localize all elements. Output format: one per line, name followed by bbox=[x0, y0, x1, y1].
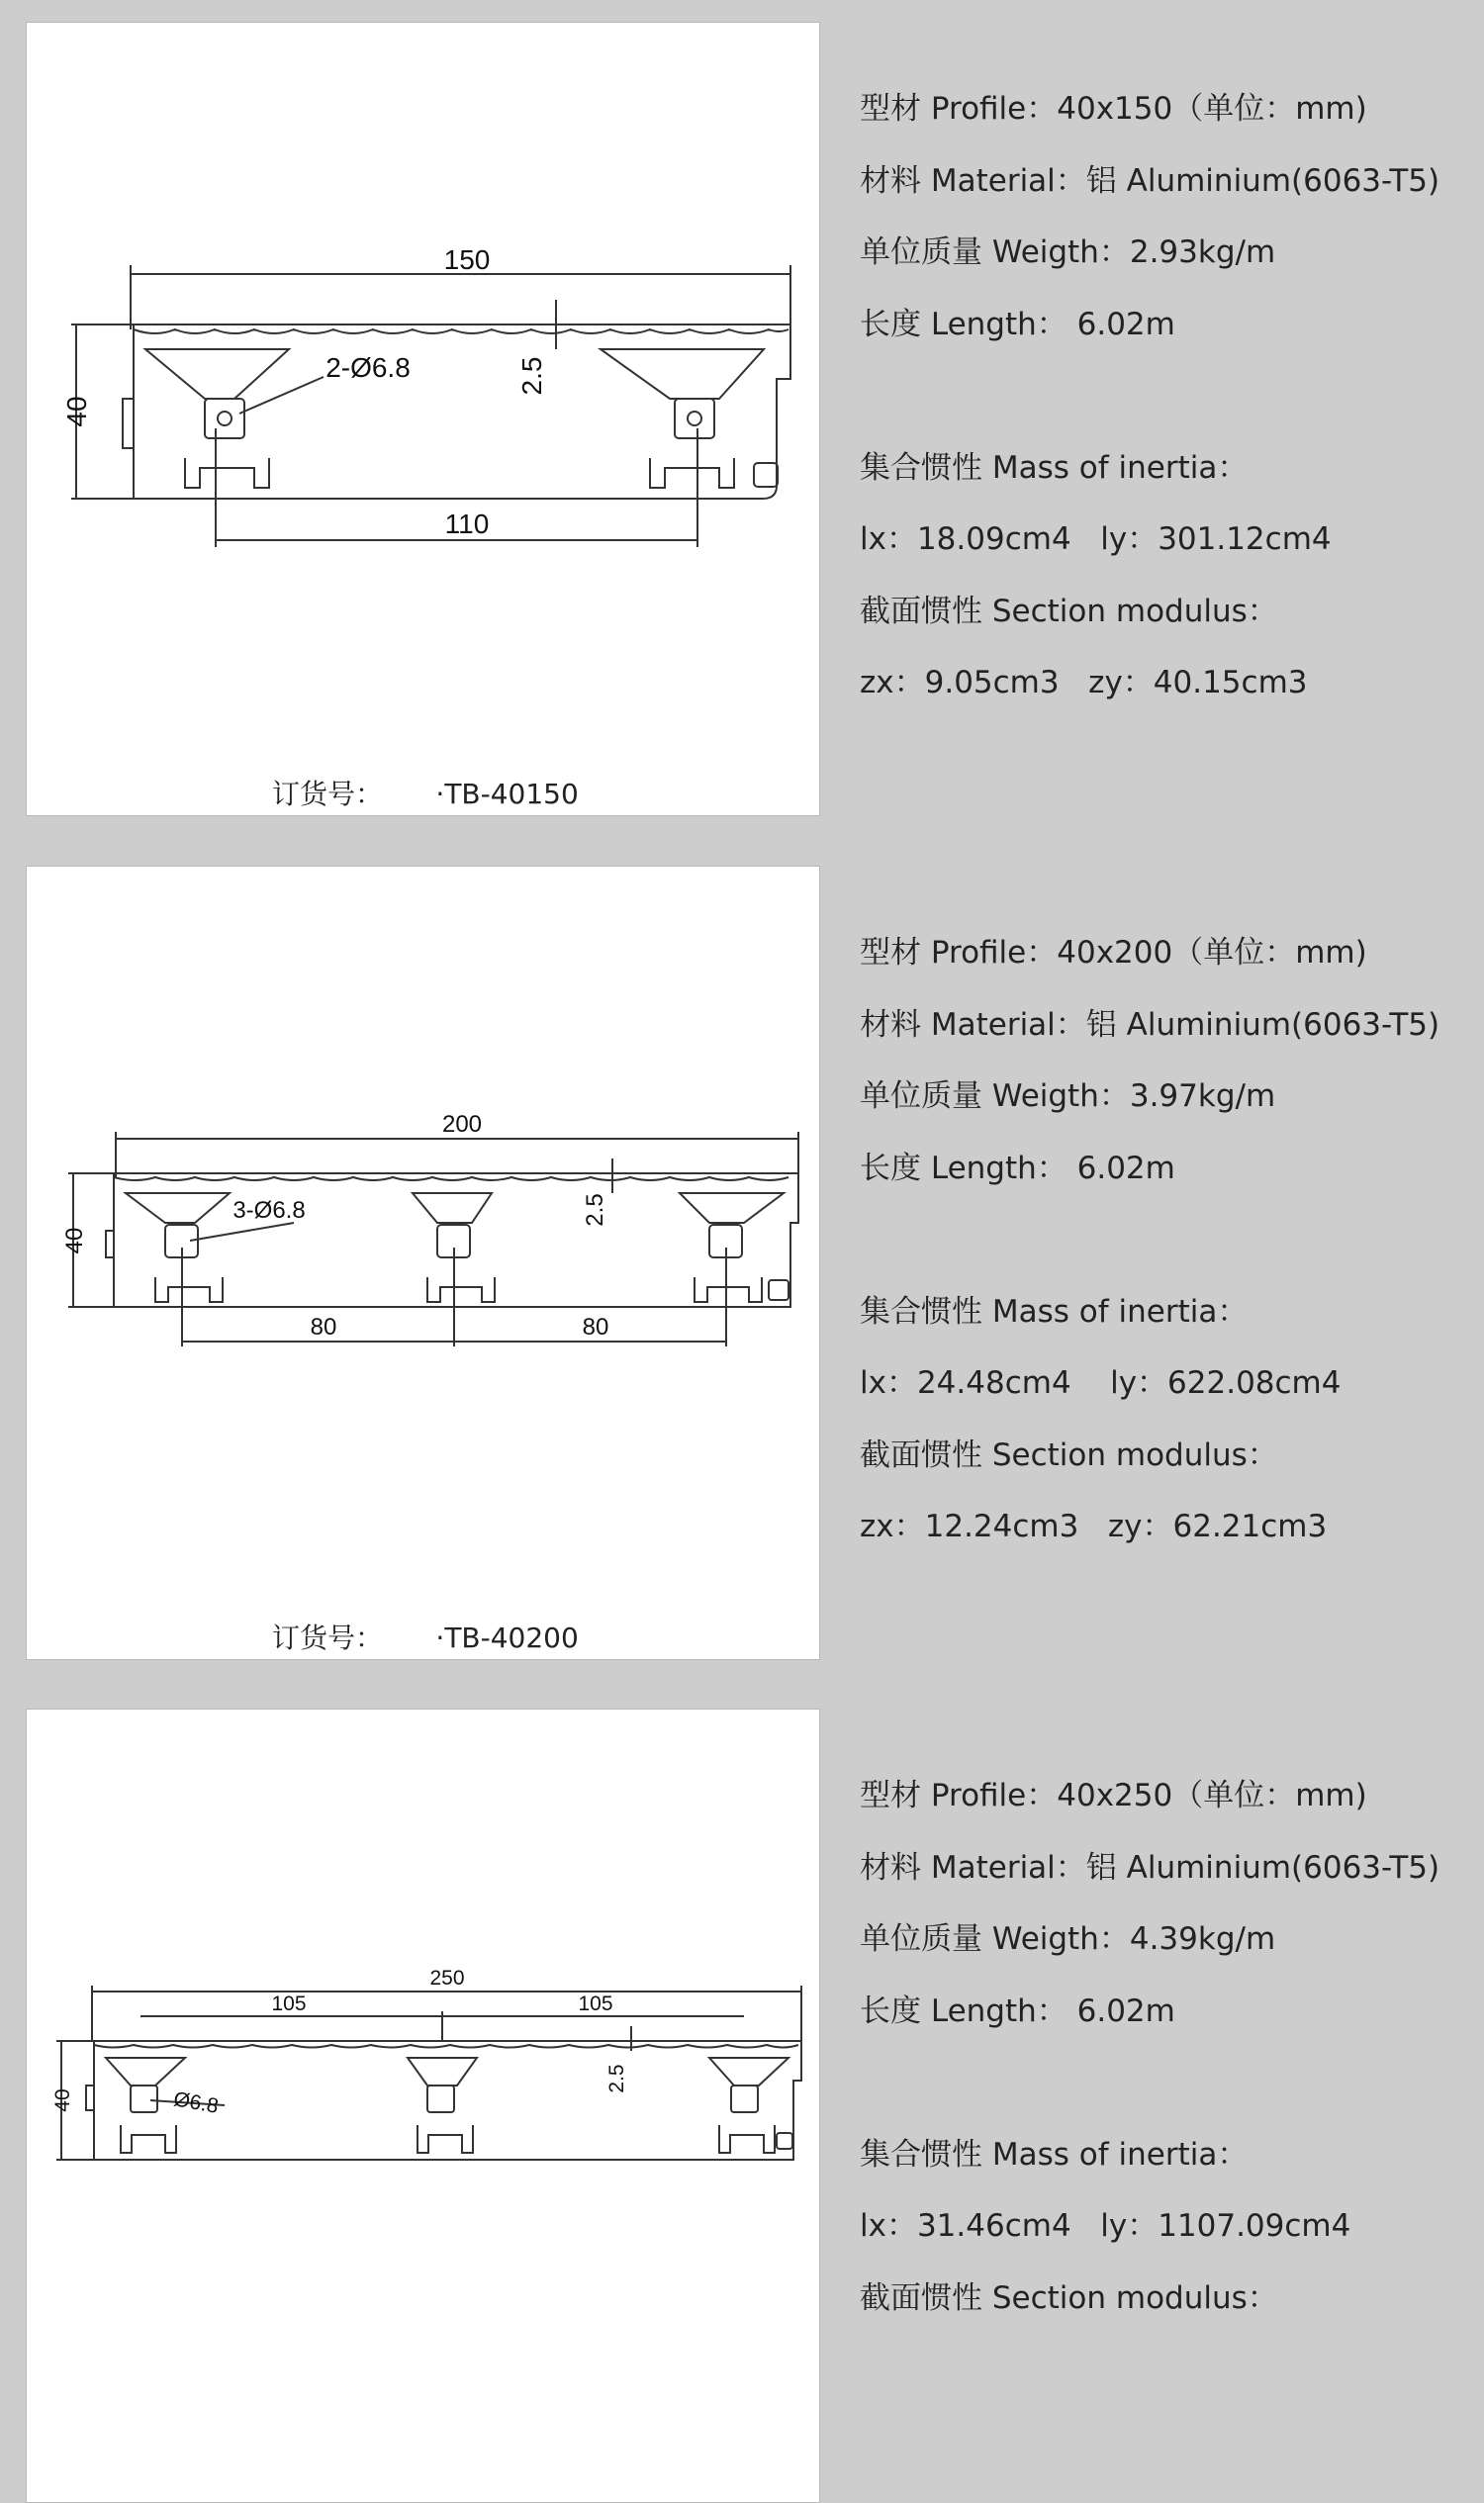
spec-list-3 bbox=[860, 1760, 1439, 2334]
spacer bbox=[860, 360, 1439, 432]
spec-modulus: zx：12.24cm3 zy：62.21cm3 bbox=[860, 1509, 1328, 1544]
spec-list-2 bbox=[860, 917, 1439, 1563]
dim-width: 150 bbox=[443, 244, 491, 275]
spec-length: 长度 Length： 6.02m bbox=[860, 1150, 1175, 1186]
spec-modulus-title: 截面惯性 Section modulus： bbox=[860, 593, 1278, 629]
spec-weight: 单位质量 Weigth：4.39kg/m bbox=[860, 1921, 1276, 1957]
spec-inertia-title: 集合惯性 Mass of inertia： bbox=[860, 2136, 1249, 2173]
spec-weight: 单位质量 Weigth：2.93kg/m bbox=[860, 234, 1276, 270]
dim-hole: 2-Ø6.8 bbox=[325, 352, 411, 383]
dim-hole: 3-Ø6.8 bbox=[232, 1197, 306, 1224]
spec-length: 长度 Length： 6.02m bbox=[860, 1993, 1175, 2029]
spacer bbox=[860, 2047, 1439, 2119]
dim-height: 40 bbox=[61, 1227, 88, 1254]
spec-list-1 bbox=[860, 73, 1439, 719]
dim-spacing-1: 105 bbox=[271, 1993, 307, 2015]
spec-modulus-title: 截面惯性 Section modulus： bbox=[860, 2279, 1278, 2316]
dim-spacing-1: 80 bbox=[310, 1314, 337, 1341]
dim-spacing-2: 105 bbox=[578, 1993, 613, 2015]
dim-height: 40 bbox=[51, 2088, 74, 2112]
dim-spacing-2: 80 bbox=[582, 1314, 609, 1341]
order-code: ·TB-40150 bbox=[435, 778, 579, 810]
spec-profile: 型材 Profile：40x250（单位：mm) bbox=[860, 1778, 1367, 1813]
spec-material: 材料 Material：铝 Aluminium(6063-T5) bbox=[860, 1006, 1440, 1043]
product-card-2 bbox=[26, 866, 820, 1660]
dim-width: 250 bbox=[429, 1967, 465, 1990]
spec-weight: 单位质量 Weigth：3.97kg/m bbox=[860, 1078, 1276, 1114]
spec-profile: 型材 Profile：40x200（单位：mm) bbox=[860, 935, 1367, 971]
dim-wall: 2.5 bbox=[582, 1193, 608, 1227]
order-number bbox=[272, 1617, 579, 1656]
order-code: ·TB-40200 bbox=[435, 1622, 579, 1654]
spec-length: 长度 Length： 6.02m bbox=[860, 306, 1175, 342]
spec-material: 材料 Material：铝 Aluminium(6063-T5) bbox=[860, 1849, 1440, 1886]
order-number bbox=[272, 773, 579, 812]
product-card-3 bbox=[26, 1709, 820, 2503]
profile-drawing-40x250 bbox=[27, 1710, 820, 2503]
spec-inertia-title: 集合惯性 Mass of inertia： bbox=[860, 449, 1249, 486]
spec-modulus: zx：9.05cm3 zy：40.15cm3 bbox=[860, 665, 1308, 700]
dim-spacing-1: 110 bbox=[444, 509, 490, 539]
spec-inertia-title: 集合惯性 Mass of inertia： bbox=[860, 1293, 1249, 1330]
spec-inertia: lx：18.09cm4 ly：301.12cm4 bbox=[860, 521, 1332, 557]
dim-hole: Ø6.8 bbox=[171, 2087, 221, 2118]
dim-wall: 2.5 bbox=[605, 2064, 628, 2093]
spec-modulus-title: 截面惯性 Section modulus： bbox=[860, 1437, 1278, 1473]
spec-inertia: lx：31.46cm4 ly：1107.09cm4 bbox=[860, 2208, 1351, 2244]
dim-width: 200 bbox=[441, 1111, 483, 1138]
order-label: 订货号： bbox=[272, 1622, 384, 1654]
spec-inertia: lx：24.48cm4 ly：622.08cm4 bbox=[860, 1365, 1342, 1401]
dim-wall: 2.5 bbox=[516, 356, 547, 396]
spacer bbox=[860, 1204, 1439, 1276]
product-card-1 bbox=[26, 22, 820, 816]
profile-drawing-40x150 bbox=[27, 23, 820, 816]
profile-drawing-40x200 bbox=[27, 867, 820, 1660]
dim-height: 40 bbox=[61, 396, 92, 427]
spec-profile: 型材 Profile：40x150（单位：mm) bbox=[860, 91, 1367, 127]
order-label: 订货号： bbox=[272, 778, 384, 810]
spec-material: 材料 Material：铝 Aluminium(6063-T5) bbox=[860, 162, 1440, 199]
